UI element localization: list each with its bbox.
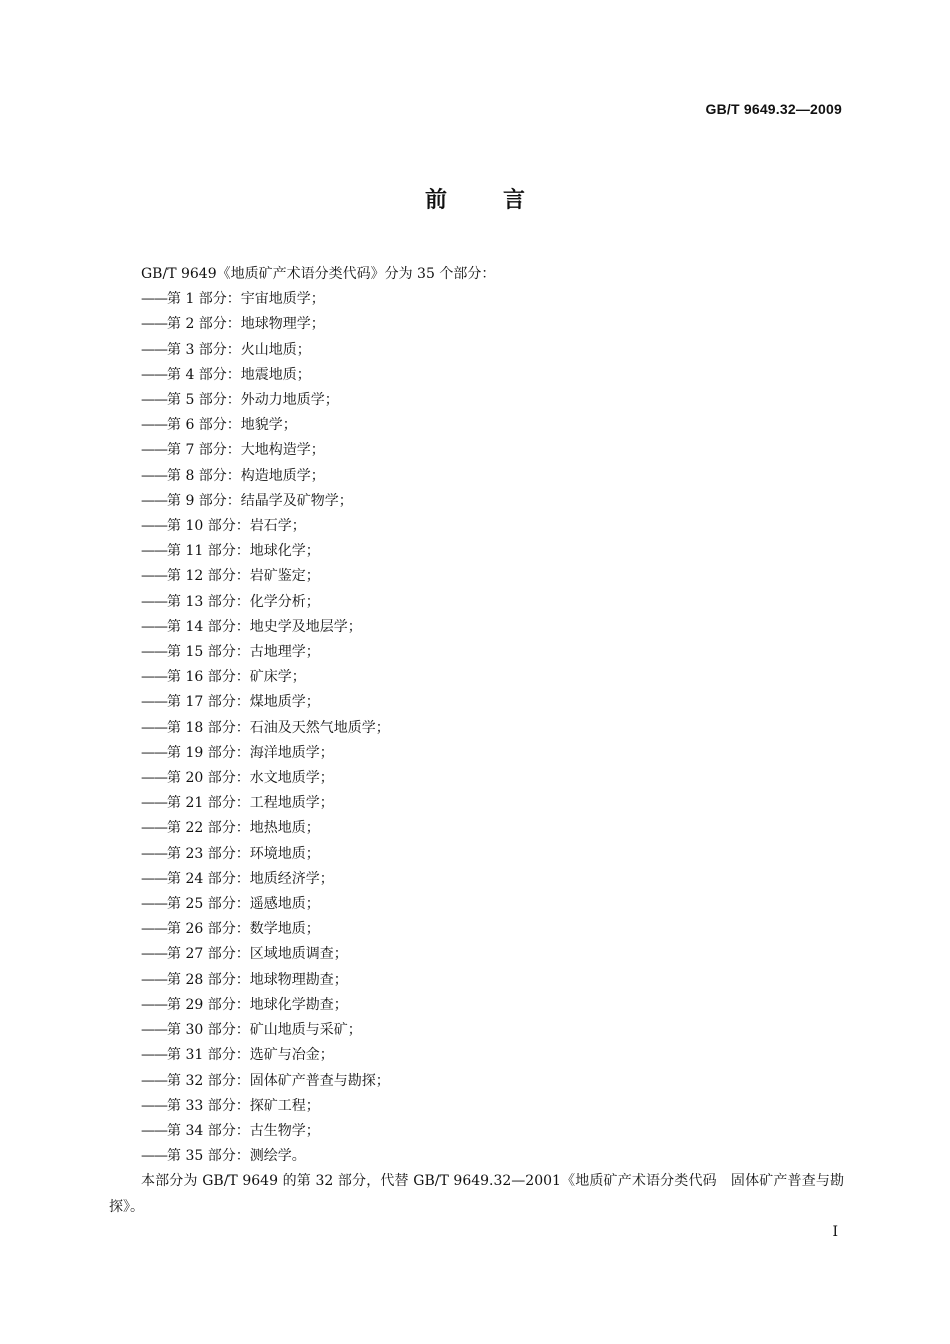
part-text: 第 18 部分：石油及天然气地质学； [167,719,390,736]
list-dash: —— [141,744,167,761]
part-text: 第 31 部分：选矿与冶金； [167,1047,334,1064]
part-text: 第 4 部分：地震地质； [167,366,311,383]
list-dash: —— [141,1122,167,1139]
list-item [141,338,844,363]
standard-number: GB/T 9649.32—2009 [705,101,842,117]
list-item [141,968,844,993]
part-text: 第 9 部分：结晶学及矿物学； [167,492,353,509]
list-item [141,564,844,589]
part-text: 第 3 部分：火山地质； [167,341,311,358]
list-dash: —— [141,341,167,358]
list-item [141,514,844,539]
list-dash: —— [141,669,167,686]
part-text: 第 6 部分：地貌学； [167,417,297,434]
list-item [141,993,844,1018]
list-dash: —— [141,820,167,837]
part-text: 第 20 部分：水文地质学； [167,770,334,787]
part-text: 第 19 部分：海洋地质学； [167,744,334,761]
list-item [141,640,844,665]
list-dash: —— [141,644,167,661]
part-text: 第 16 部分：矿床学； [167,669,306,686]
part-text: 第 34 部分：古生物学； [167,1122,320,1139]
part-text: 第 28 部分：地球物理勘查； [167,971,348,988]
list-item [141,590,844,615]
list-dash: —— [141,946,167,963]
list-item [141,816,844,841]
list-item [141,1094,844,1119]
list-item [141,842,844,867]
list-item [141,1069,844,1094]
list-item [141,1018,844,1043]
closing-paragraph: 本部分为 GB/T 9649 的第 32 部分，代替 GB/T 9649.32—2001《地质矿产术语分类代码 固体矿产普查与勘探》。 [109,1173,844,1215]
part-text: 第 30 部分：矿山地质与采矿； [167,1022,362,1039]
part-text: 第 32 部分：固体矿产普查与勘探； [167,1072,390,1089]
list-dash: —— [141,1047,167,1064]
part-text: 第 5 部分：外动力地质学； [167,392,339,409]
list-dash: —— [141,316,167,333]
page-number: I [832,1224,838,1240]
list-item [141,892,844,917]
list-dash: —— [141,442,167,459]
list-dash: —— [141,971,167,988]
list-item [141,690,844,715]
list-dash: —— [141,1148,167,1165]
list-dash: —— [141,719,167,736]
list-dash: —— [141,492,167,509]
part-text: 第 8 部分：构造地质学； [167,467,325,484]
list-dash: —— [141,392,167,409]
list-item [141,438,844,463]
list-dash: —— [141,870,167,887]
part-text: 第 23 部分：环境地质； [167,845,320,862]
list-dash: —— [141,795,167,812]
list-dash: —— [141,543,167,560]
list-item [141,867,844,892]
list-item [141,942,844,967]
list-dash: —— [141,518,167,535]
list-dash: —— [141,618,167,635]
part-text: 第 2 部分：地球物理学； [167,316,325,333]
list-item [141,413,844,438]
list-item [141,917,844,942]
part-text: 第 15 部分：古地理学； [167,644,320,661]
list-dash: —— [141,568,167,585]
list-dash: —— [141,996,167,1013]
part-text: 第 22 部分：地热地质； [167,820,320,837]
list-dash: —— [141,1072,167,1089]
list-item [141,665,844,690]
list-item [141,1144,844,1169]
list-dash: —— [141,896,167,913]
part-text: 第 13 部分：化学分析； [167,593,320,610]
list-item [141,312,844,337]
part-text: 第 11 部分：地球化学； [167,543,320,560]
list-item [141,766,844,791]
part-text: 第 35 部分：测绘学。 [167,1148,306,1165]
list-dash: —— [141,467,167,484]
list-dash: —— [141,921,167,938]
list-dash: —— [141,770,167,787]
part-text: 第 25 部分：遥感地质； [167,896,320,913]
list-dash: —— [141,1097,167,1114]
list-item [141,363,844,388]
part-text: 第 17 部分：煤地质学； [167,694,320,711]
list-item [141,464,844,489]
intro-paragraph: GB/T 9649《地质矿产术语分类代码》分为 35 个部分： [141,266,496,282]
list-item [141,1119,844,1144]
list-dash: —— [141,417,167,434]
part-text: 第 7 部分：大地构造学； [167,442,325,459]
part-text: 第 14 部分：地史学及地层学； [167,618,362,635]
part-text: 第 10 部分：岩石学； [167,518,306,535]
part-text: 第 1 部分：宇宙地质学； [167,291,325,308]
part-text: 第 33 部分：探矿工程； [167,1097,320,1114]
list-dash: —— [141,366,167,383]
list-item [141,287,844,312]
part-text: 第 12 部分：岩矿鉴定； [167,568,320,585]
list-item [141,489,844,514]
list-dash: —— [141,593,167,610]
list-dash: —— [141,1022,167,1039]
list-dash: —— [141,845,167,862]
page-title: 前言 [424,188,581,213]
part-text: 第 27 部分：区域地质调查； [167,946,348,963]
list-item [141,716,844,741]
list-dash: —— [141,291,167,308]
list-item [141,539,844,564]
list-item [141,1043,844,1068]
list-item [141,741,844,766]
list-item [141,615,844,640]
parts-list [109,287,844,1169]
part-text: 第 29 部分：地球化学勘查； [167,996,348,1013]
part-text: 第 21 部分：工程地质学； [167,795,334,812]
list-item [141,388,844,413]
list-dash: —— [141,694,167,711]
part-text: 第 24 部分：地质经济学； [167,870,334,887]
list-item [141,791,844,816]
part-text: 第 26 部分：数学地质； [167,921,320,938]
preface-body [109,262,844,1220]
